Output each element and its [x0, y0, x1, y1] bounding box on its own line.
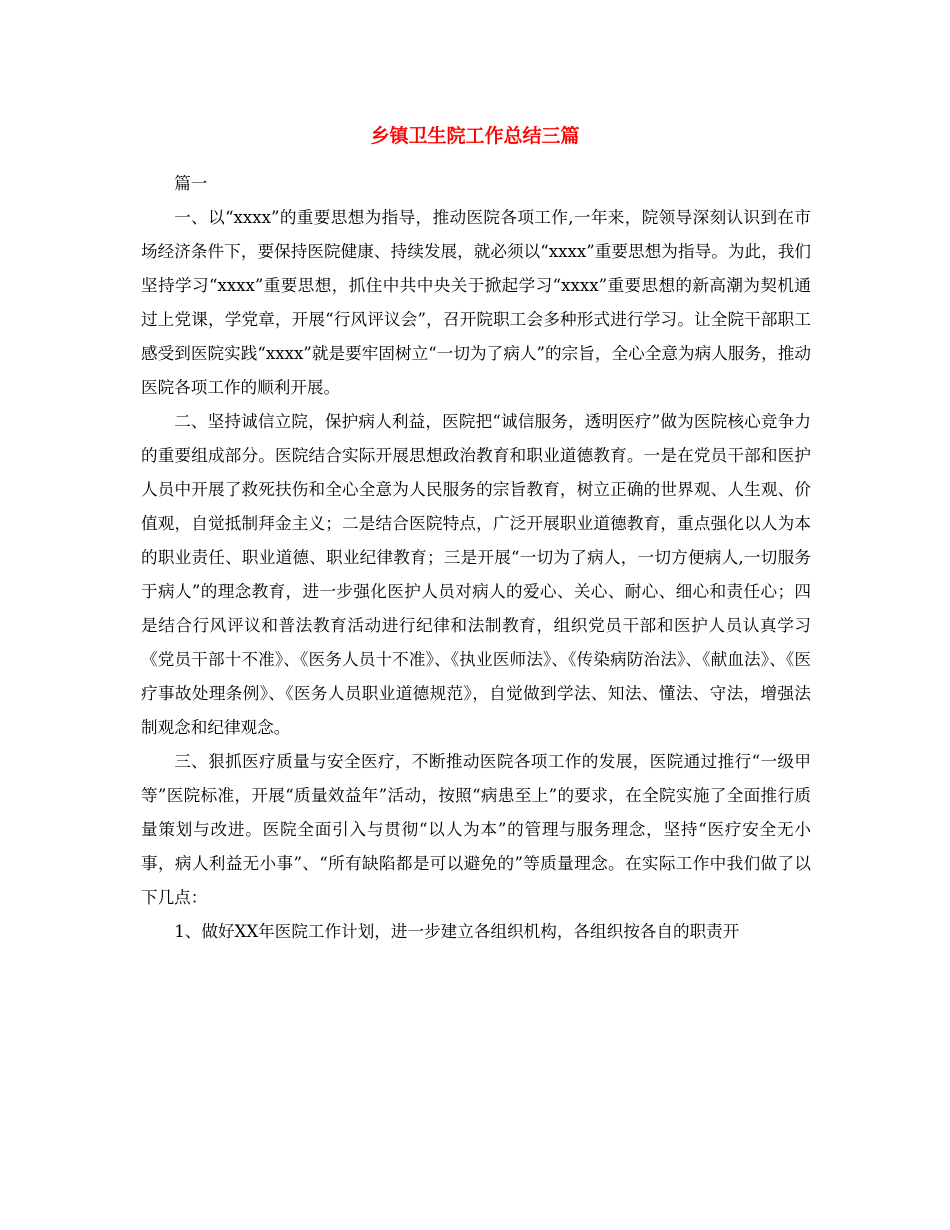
paragraph: 1、做好XX年医院工作计划，进一步建立各组织机构，各组织按各自的职责开 — [174, 922, 740, 941]
section-label: 篇一 — [174, 174, 208, 193]
paragraph: 一、以“xxxx”的重要思想为指导，推动医院各项工作,一年来，院领导深刻认识到在市场经济条件下，要保持医院健康、持续发展，就必须以“xxxx”重要思想为指导。为此，我们坚持学习“xxxx”重要思想，抓住中共中央关于掀起学习“xxxx”重要思想的新高潮为契机通过上党课，学党章，开展“行风评议会”，召开院职工会多种形式进行学习。让全院干部职工感受到医院实践“xxxx”就是要牢固树立“一切为了病人”的宗旨，全心全意为病人服务，推动医院各项工作的顺利开展。 — [141, 208, 811, 397]
paragraph: 二、坚持诚信立院，保护病人利益，医院把“诚信服务，透明医疗”做为医院核心竞争力的重要组成部分。医院结合实际开展思想政治教育和职业道德教育。一是在党员干部和医护人员中开展了救死扶伤和全心全意为人民服务的宗旨教育，树立正确的世界观、人生观、价值观，自觉抵制拜金主义；二是结合医院特点，广泛开展职业道德教育，重点强化以人为本的职业责任、职业道德、职业纪律教育；三是开展“一切为了病人，一切方便病人,一切服务于病人”的理念教育，进一步强化医护人员对病人的爱心、关心、耐心、细心和责任心；四是结合行风评议和普法教育活动进行纪律和法制教育，组织党员干部和医护人员认真学习《党员干部十不准》、《医务人员十不准》、《执业医师法》、《传染病防治法》、《献血法》、《医疗事故处理条例》、《医务人员职业道德规范》，自觉做到学法、知法、懂法、守法，增强法制观念和纪律观念。 — [141, 412, 811, 737]
paragraph: 三、狠抓医疗质量与安全医疗，不断推动医院各项工作的发展，医院通过推行“一级甲等”医院标准，开展“质量效益年”活动，按照“病患至上”的要求，在全院实施了全面推行质量策划与改进。医院全面引入与贯彻“以人为本”的管理与服务理念，坚持“医疗安全无小事，病人利益无小事”、“所有缺陷都是可以避免的”等质量理念。在实际工作中我们做了以下几点： — [141, 752, 811, 907]
document-title: 乡镇卫生院工作总结三篇 — [370, 125, 580, 147]
document-body — [141, 163, 811, 949]
